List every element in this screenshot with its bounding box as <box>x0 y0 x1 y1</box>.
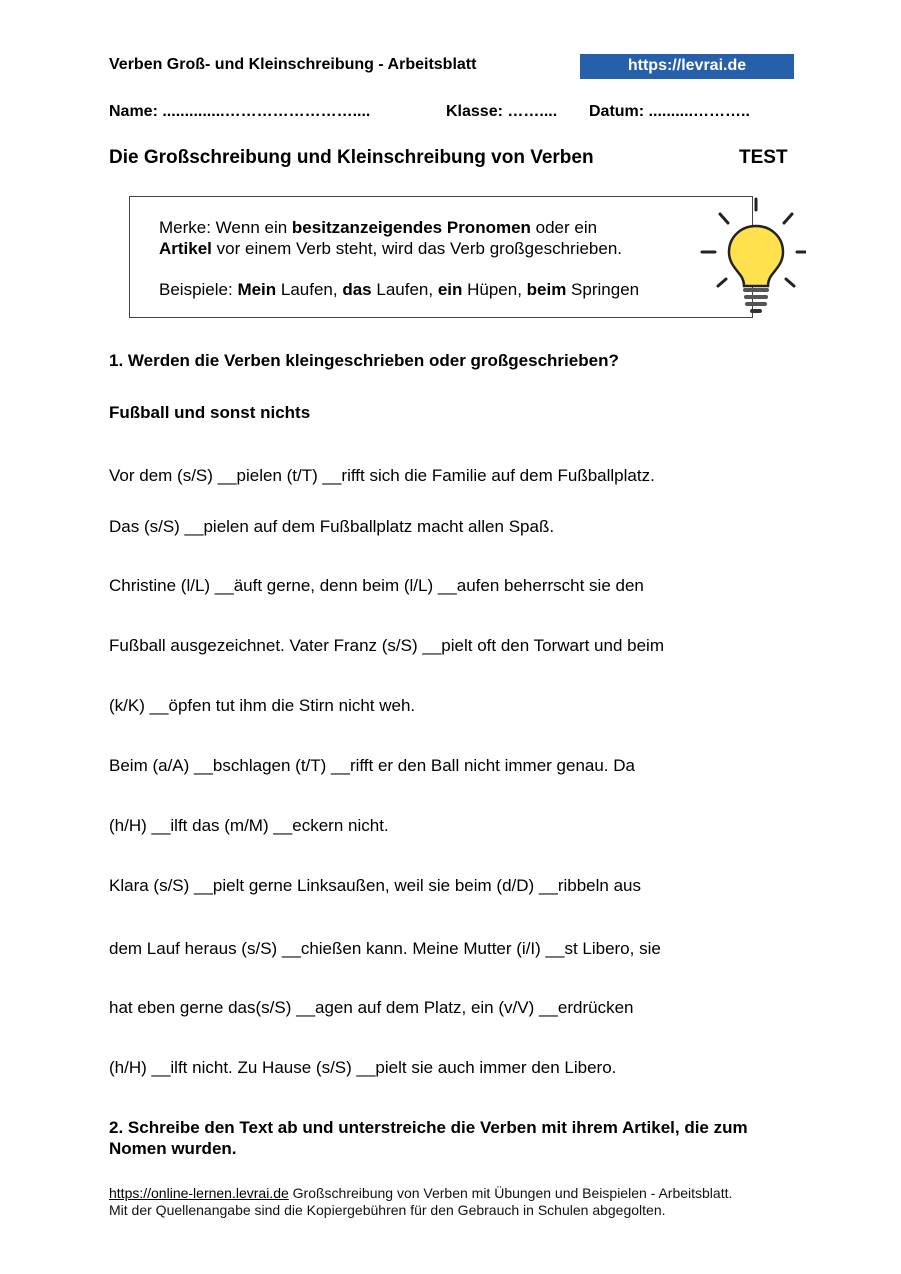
page-title: Die Großschreibung und Kleinschreibung von Verben <box>109 147 594 168</box>
exercise-line: (h/H) __ilft nicht. Zu Hause (s/S) __pielt sie auch immer den Libero. <box>109 1058 617 1077</box>
exercise-line: Beim (a/A) __bschlagen (t/T) __rifft er den Ball nicht immer genau. Da <box>109 756 635 775</box>
exercise-line: (h/H) __ilft das (m/M) __eckern nicht. <box>109 816 389 835</box>
site-badge[interactable]: https://levrai.de <box>580 54 794 79</box>
task1-heading: 1. Werden die Verben kleingeschrieben oder großgeschrieben? <box>109 351 619 370</box>
task2-heading-line-2: Nomen wurden. <box>109 1139 237 1158</box>
lightbulb-icon <box>696 196 806 318</box>
exercise-line: hat eben gerne das(s/S) __agen auf dem Platz, ein (v/V) __erdrücken <box>109 998 634 1017</box>
exercise-line: Fußball ausgezeichnet. Vater Franz (s/S) __pielt oft den Torwart und beim <box>109 636 664 655</box>
worksheet-header-title: Verben Groß- und Kleinschreibung - Arbeitsblatt <box>109 56 477 73</box>
exercise-line: Das (s/S) __pielen auf dem Fußballplatz macht allen Spaß. <box>109 517 555 536</box>
name-field: Name: ..............…………………….... <box>109 103 371 120</box>
rule-line-1: Merke: Wenn ein besitzanzeigendes Pronomen oder ein <box>159 218 598 237</box>
exercise-line: Klara (s/S) __pielt gerne Linksaußen, weil sie beim (d/D) __ribbeln aus <box>109 876 641 895</box>
test-label: TEST <box>739 147 788 168</box>
rule-examples: Beispiele: Mein Laufen, das Laufen, ein Hüpen, beim Springen <box>159 280 640 299</box>
class-field: Klasse: …….... <box>446 103 558 120</box>
exercise-line: (k/K) __öpfen tut ihm die Stirn nicht weh. <box>109 696 416 715</box>
task1-subheading: Fußball und sonst nichts <box>109 403 311 422</box>
footer-line-2: Mit der Quellenangabe sind die Kopiergebühren für den Gebrauch in Schulen abgegolten. <box>109 1202 666 1218</box>
task2-heading-line-1: 2. Schreibe den Text ab und unterstreiche die Verben mit ihrem Artikel, die zum <box>109 1118 748 1137</box>
date-field: Datum: ..........……….. <box>589 103 750 120</box>
exercise-line: Vor dem (s/S) __pielen (t/T) __rifft sich die Familie auf dem Fußballplatz. <box>109 466 655 485</box>
source-link[interactable]: https://online-lernen.levrai.de <box>109 1185 289 1201</box>
footer-line-1: https://online-lernen.levrai.de Großschreibung von Verben mit Übungen und Beispielen - Arbeitsblatt. <box>109 1185 733 1201</box>
exercise-line: Christine (l/L) __äuft gerne, denn beim (l/L) __aufen beherrscht sie den <box>109 576 644 595</box>
exercise-line: dem Lauf heraus (s/S) __chießen kann. Meine Mutter (i/I) __st Libero, sie <box>109 939 661 958</box>
rule-line-2: Artikel vor einem Verb steht, wird das Verb großgeschrieben. <box>159 239 623 258</box>
